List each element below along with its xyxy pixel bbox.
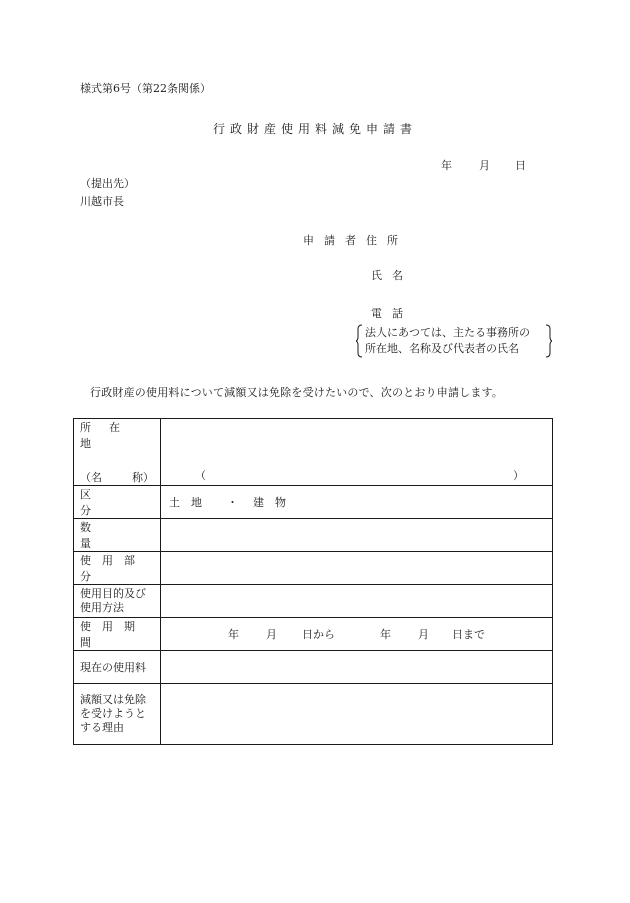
category-label: 区分 [80,488,149,517]
paren-open: （ [195,469,206,482]
quantity-label: 数量 [80,521,149,550]
submit-to-label: （提出先） [80,177,135,190]
table-row-reason [74,684,553,745]
location-label-text: 所在地 [80,421,138,450]
table-row-purpose [74,585,553,618]
date-month-label: 月 [479,159,490,172]
current-fee-label: 現在の使用料 [80,661,146,674]
purpose-label-line-1: 使用目的及び [80,587,146,600]
category-land[interactable]: 土 地 [169,496,202,509]
applicant-address-label: 申請者住所 [303,234,408,247]
table-row-current-fee [74,651,553,684]
corporation-note-line-2: 所在地、名称及び代表者の氏名 [365,342,519,355]
form-number: 様式第6号（第22条関係） [80,82,211,95]
period-from-month: 月 [266,628,277,641]
period-label: 使用期間 [80,620,146,649]
period-label-cell [74,618,161,651]
purpose-label-cell [74,585,161,618]
reason-label-line-2: を受けようと [80,707,146,720]
reason-label-cell [74,684,161,745]
corporation-note [356,324,552,358]
category-building[interactable]: 建 物 [253,496,286,509]
location-label-cell [74,419,161,486]
table-row-usage-part [74,552,553,585]
document-title: 行政財産使用料減免申請書 [212,122,417,136]
reason-label-line-1: 減額又は免除 [80,693,146,706]
location-input-cell[interactable] [161,419,553,486]
name-label-open: （名 [80,471,102,484]
name-label [80,469,154,485]
period-from-day: 日から [302,628,335,641]
category-label-cell [74,486,161,519]
current-fee-label-cell [74,651,161,684]
usage-part-input-cell[interactable] [161,552,553,585]
purpose-input-cell[interactable] [161,585,553,618]
period-fields [161,626,552,642]
period-input-cell[interactable] [161,618,553,651]
date-day-label: 日 [515,159,526,172]
period-to-month: 月 [418,628,429,641]
usage-part-label: 使用部分 [80,554,146,583]
period-to-year: 年 [380,628,391,641]
quantity-label-cell [74,519,161,552]
paren-close: ） [513,469,524,482]
purpose-label-line-2: 使用方法 [80,601,124,614]
date-line [441,157,526,173]
intro-text: 行政財産の使用料について減額又は免除を受けたいので、次のとおり申請します。 [90,386,504,399]
applicant-phone-label: 電話 [371,307,413,320]
category-options [161,494,552,510]
period-to-day: 日まで [452,628,485,641]
current-fee-input-cell[interactable] [161,651,553,684]
table-row-category [74,486,553,519]
name-label-close: 称） [132,471,154,484]
category-separator: ・ [227,496,238,509]
recipient-name: 川越市長 [80,195,124,208]
quantity-input-cell[interactable] [161,519,553,552]
category-input-cell[interactable] [161,486,553,519]
application-table [73,418,553,745]
corporation-note-line-1: 法人にあつては、主たる事務所の [365,326,530,339]
table-row-period [74,618,553,651]
date-year-label: 年 [441,159,452,172]
reason-input-cell[interactable] [161,684,553,745]
table-row-location [74,419,553,486]
usage-part-label-cell [74,552,161,585]
reason-label-line-3: する理由 [80,721,124,734]
table-row-quantity [74,519,553,552]
location-label [80,419,154,451]
applicant-name-label: 氏名 [371,269,413,282]
period-from-year: 年 [228,628,239,641]
